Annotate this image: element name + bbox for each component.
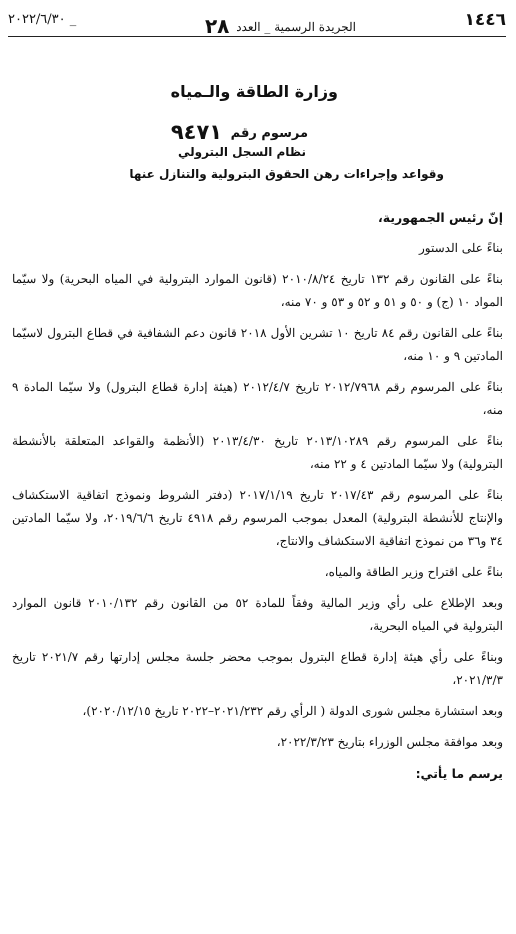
preamble-opening: إنّ رئيس الجمهورية، [378,210,503,225]
header-divider [8,36,506,37]
page-header [8,10,506,38]
preamble-paragraph: وبعد الإطلاع على رأي وزير المالية وفقاً للمادة ٥٢ من القانون رقم ٢٠١٠/١٣٢ قانون الموارد البترولية في المياه البحرية، [12,596,503,633]
decree-enactment: يرسم ما يأتي: [415,766,503,781]
preamble-paragraph: وبعد موافقة مجلس الوزراء بتاريخ ٢٠٢٢/٣/٢٣، [276,735,503,749]
preamble-paragraph: وبناءً على رأي هيئة إدارة قطاع البترول بموجب محضر جلسة مجلس إدارتها رقم ٢٠٢١/٧ تاريخ ٢٠٢١/٣/٣، [12,650,503,687]
preamble-paragraph: وبعد استشارة مجلس شورى الدولة ( الرأي رقم ٢٠٢١/٢٣٢–٢٠٢٢ تاريخ ٢٠٢٠/١٢/١٥)، [82,704,503,718]
preamble-paragraph: بناءً على القانون رقم ١٣٢ تاريخ ٢٠١٠/٨/٢٤ (قانون الموارد البترولية في المياه البحرية) ولا سيّما المواد ١٠ (ج) و ٥٠ و ٥١ و ٥٢ و ٥٣ و ٧٠ منه، [12,272,503,309]
preamble-paragraph: بناءً على المرسوم رقم ٢٠١٣/١٠٢٨٩ تاريخ ٢٠١٣/٤/٣٠ (الأنظمة والقواعد المتعلقة بالأنشطة البترولية) ولا سيّما المادتين ٤ و ٢٢ منه، [12,434,503,471]
ministry-title: وزارة الطاقة والـمياه [170,82,338,101]
issue-number: ٢٨ [204,14,230,38]
decree-body [12,206,503,793]
decree-number: ٩٤٧١ [170,120,223,144]
decree-label: مرسوم رقم [230,126,308,141]
preamble-paragraph: بناءً على القانون رقم ٨٤ تاريخ ١٠ تشرين الأول ٢٠١٨ قانون دعم الشفافية في قطاع البترول لاسيّما المادتين ٩ و ١٠ منه، [12,326,504,363]
preamble-paragraph: بناءً على الدستور [419,241,503,255]
decree-subtitle-2: وقواعد وإجراءات رهن الحقوق البترولية والتنازل عنها [129,167,444,181]
gazette-prefix: الجريدة الرسمية _ العدد [236,20,356,34]
preamble-paragraph: بناءً على اقتراح وزير الطاقة والمياه، [324,565,503,579]
decree-heading [171,118,308,142]
decree-subtitle-1: نظام السجل البترولي [177,145,306,159]
page-number: ١٤٤٦ [464,10,506,30]
preamble-paragraph: بناءً على المرسوم رقم ٢٠١٢/٧٩٦٨ تاريخ ٢٠١٢/٤/٧ (هيئة إدارة قطاع البترول) ولا سيّما المادة ٩ منه، [12,380,503,417]
issue-date: _ ٢٠٢٢/٦/٣٠ [8,12,77,27]
gazette-issue-line [202,12,356,36]
preamble-paragraph: بناءً على المرسوم رقم ٢٠١٧/٤٣ تاريخ ٢٠١٧/١/١٩ (دفتر الشروط ونموذج اتفاقية الاستكشاف والإنتاج للأنشطة البترولية) المعدل بموجب المرسوم رقم ٤٩١٨ تاريخ ٢٠١٩/٦/٦، ولا سيّما المادتين ٣٤ و٣٦ من نموذج اتفاقية الاستكشاف والانتاج، [12,488,503,548]
